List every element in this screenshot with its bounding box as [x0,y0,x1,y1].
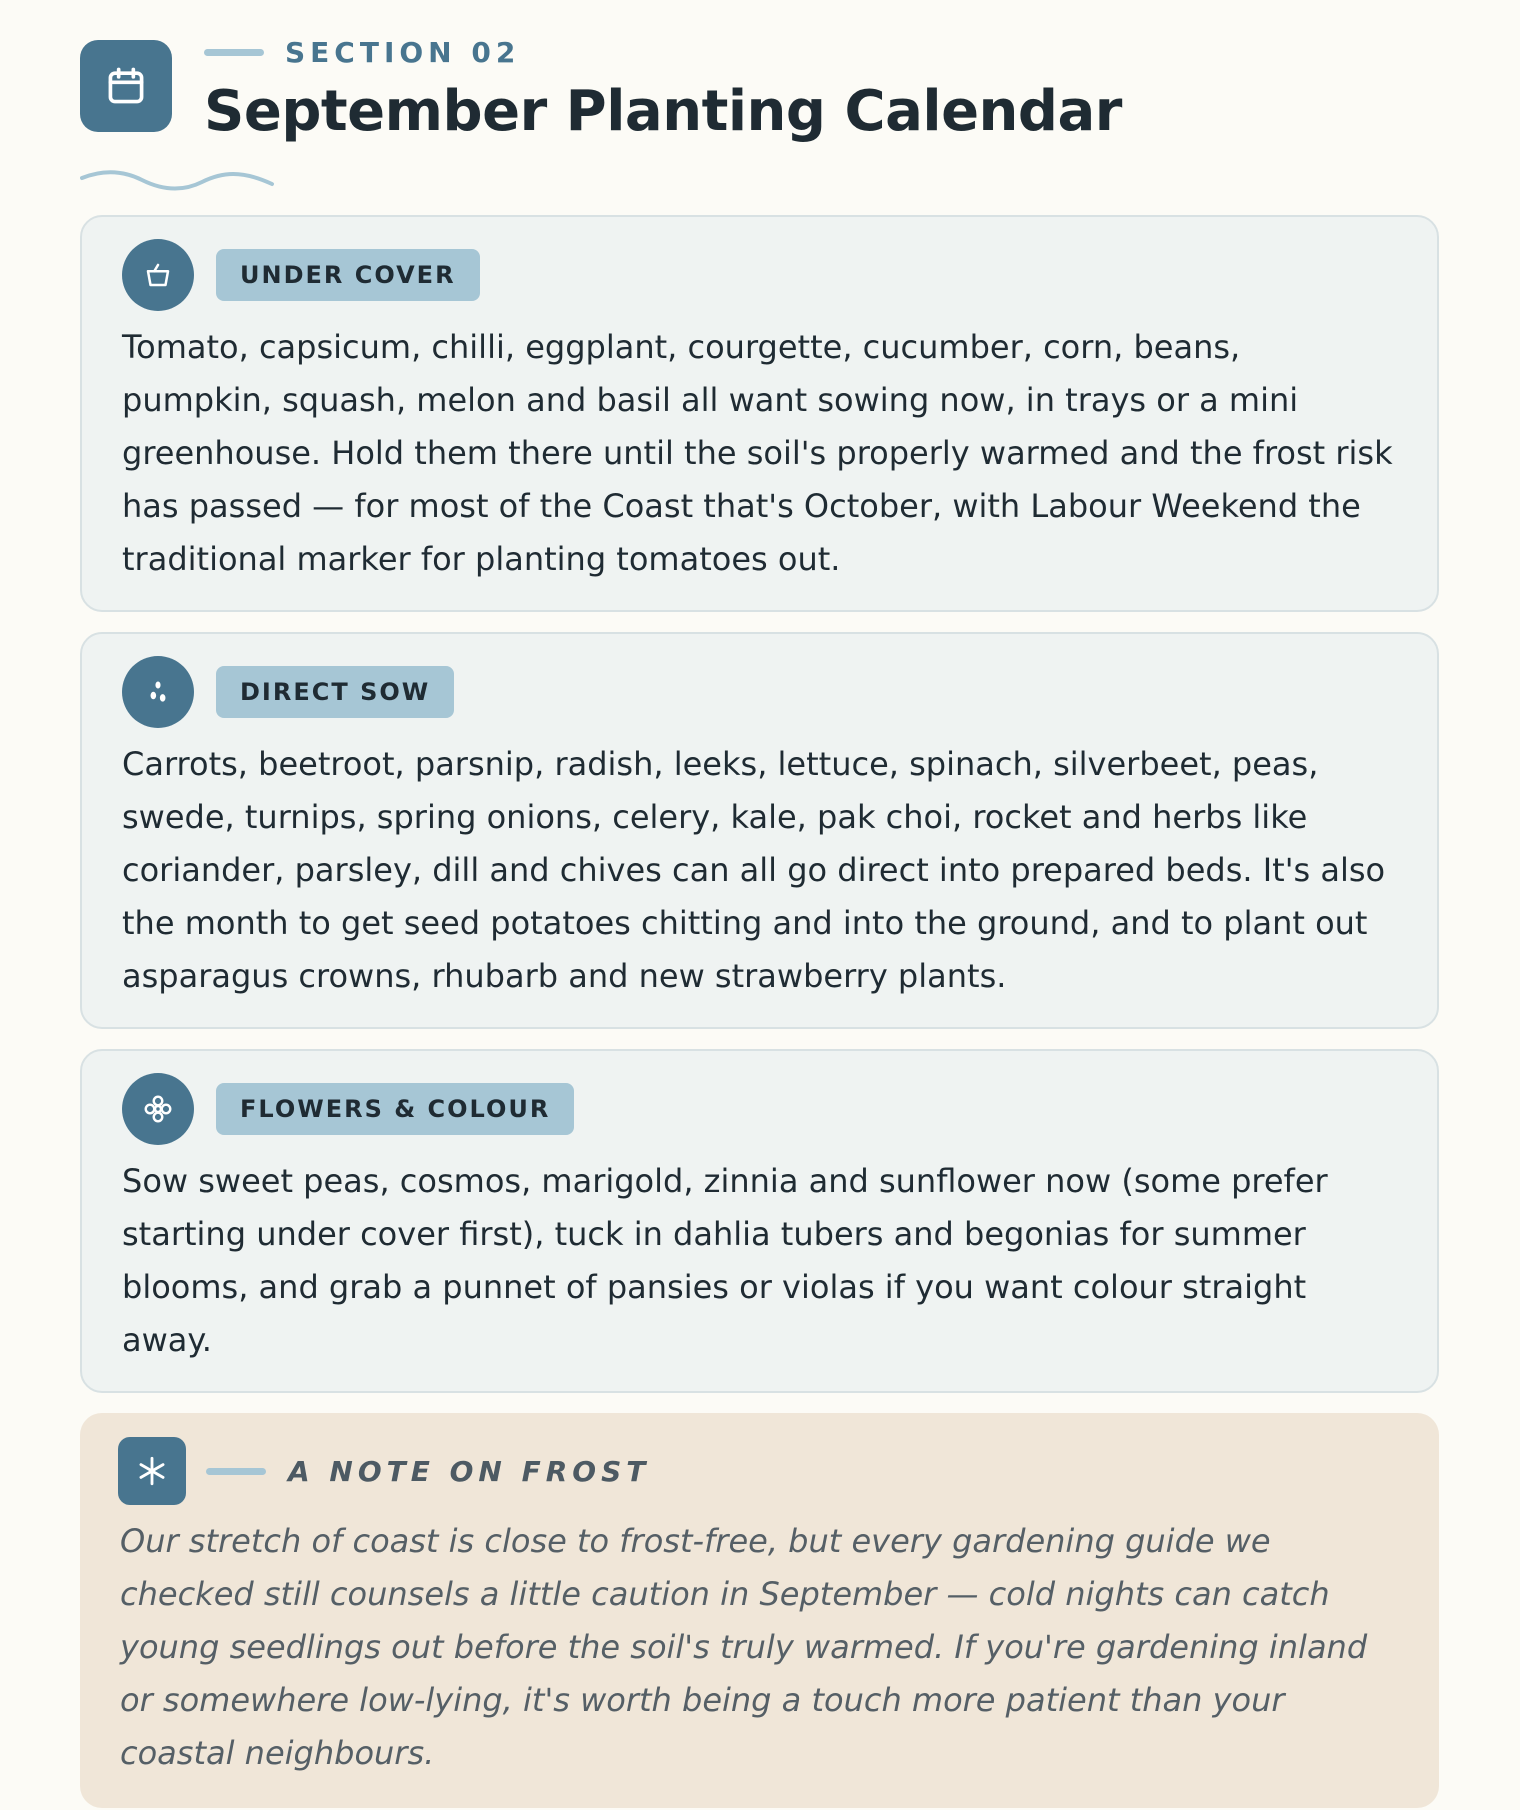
basket-icon [122,239,194,311]
card-text: Sow sweet peas, cosmos, marigold, zinnia and sunflower now (some prefer starting under cover first), tuck in dahlia tubers and begonias for summer blooms, and grab a punnet of pansies or violas if you want colour straight away. [122,1162,1328,1359]
section-eyebrow [204,36,520,69]
note-label: A NOTE ON FROST [288,1454,651,1488]
page-title: September Planting Calendar [204,79,1122,144]
section-header [80,0,1439,215]
seeds-icon [122,656,194,728]
category-tag: UNDER COVER [216,249,480,301]
note-bar [206,1468,266,1475]
section-number: SECTION 02 [285,36,521,69]
card-text: Tomato, capsicum, chilli, eggplant, courgette, cucumber, corn, beans, pumpkin, squash, melon and basil all want sowing now, in trays or a mini greenhouse. Hold them there until the soil's properly warmed and the frost risk has passed — for most of the Coast that's October, with Labour Weekend the traditional marker for planting tomatoes out. [122,328,1393,578]
flower-icon [122,1073,194,1145]
card-header [122,656,1397,728]
category-tag: FLOWERS & COLOUR [216,1083,574,1135]
frost-note-callout [80,1413,1439,1808]
calendar-icon [80,40,172,132]
card-text: Carrots, beetroot, parsnip, radish, leeks, lettuce, spinach, silverbeet, peas, swede, turnips, spring onions, celery, kale, pak choi, rocket and herbs like coriander, parsley, dill and chives can all go direct into prepared beds. It's also the month to get seed potatoes chitting and into the ground, and to plant out asparagus crowns, rhubarb and new strawberry plants. [122,745,1386,995]
category-tag: DIRECT SOW [216,666,454,718]
category-card-flowers [80,1049,1439,1393]
card-header [122,239,1397,311]
category-card-under-cover [80,215,1439,612]
card-header [122,1073,1397,1145]
category-card-direct-sow [80,632,1439,1029]
eyebrow-bar [204,49,264,56]
planting-calendar-section [80,0,1439,1808]
note-text: Our stretch of coast is close to frost-free, but every gardening guide we checked still counsels a little caution in September — cold nights can catch young seedlings out before the soil's truly warmed. If you're gardening inland or somewhere low-lying, it's worth being a touch more patient than your coastal neighbours. [120,1522,1368,1772]
wave-divider [80,168,275,196]
note-header [118,1437,1399,1505]
snowflake-icon [118,1437,186,1505]
